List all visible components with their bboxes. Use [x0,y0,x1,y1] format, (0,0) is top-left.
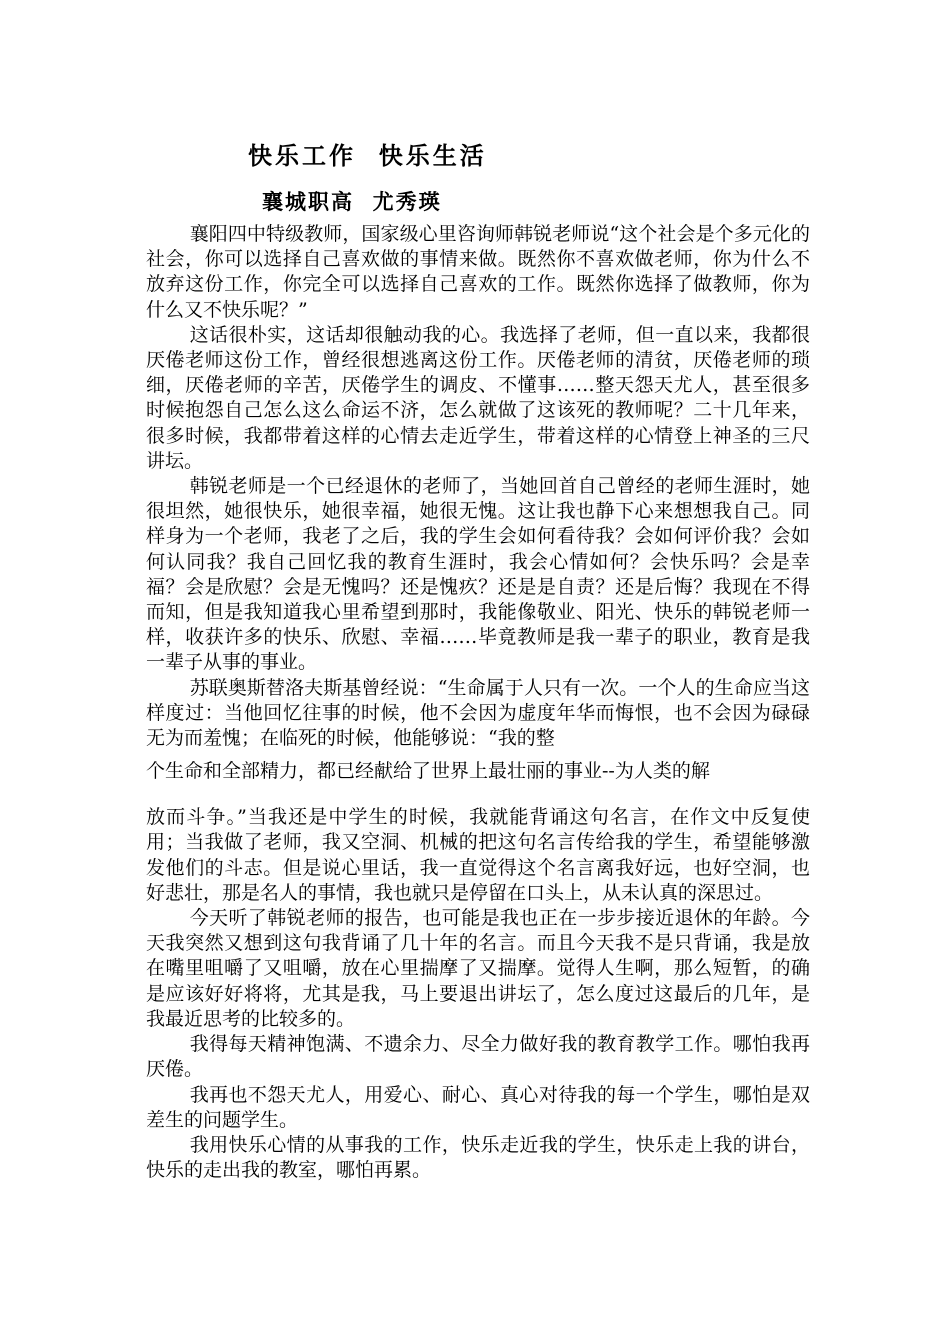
paragraph: 襄阳四中特级教师，国家级心里咨询师韩锐老师说“这个社会是个多元化的社会，你可以选择自己喜欢做的事情来做。既然你不喜欢做老师，你为什么不放弃这份工作，你完全可以选择自己喜欢的工作。既然你选择了做教师，你为什么又不快乐呢？” [146,223,810,321]
paragraph-continuation: 放而斗争。”当我还是中学生的时候，我就能背诵这句名言，在作文中反复使用；当我做了老师，我又空洞、机械的把这句名言传给我的学生，希望能够激发他们的斗志。但是说心里话，我一直觉得这个名言离我好远，也好空洞，也好悲壮，那是名人的事情，我也就只是停留在口头上，从未认真的深思过。 [146,806,810,904]
paragraph: 这话很朴实，这话却很触动我的心。我选择了老师，但一直以来，我都很厌倦老师这份工作，曾经很想逃离这份工作。厌倦老师的清贫，厌倦老师的琐细，厌倦老师的辛苦，厌倦学生的调皮、不懂事……整天怨天尤人，甚至很多时候抱怨自己怎么这么命运不济，怎么就做了这该死的教师呢？二十几年来，很多时候，我都带着这样的心情去走近学生，带着这样的心情登上神圣的三尺讲坛。 [146,323,810,472]
paragraph: 我再也不怨天尤人，用爱心、耐心、真心对待我的每一个学生，哪怕是双差生的问题学生。 [146,1083,810,1131]
document-body [146,222,810,1183]
author-line: 襄城职高 尤秀瑛 [262,189,442,214]
paragraph: 韩锐老师是一个已经退休的老师了，当她回首自己曾经的老师生涯时，她很坦然，她很快乐，她很幸福，她很无愧。这让我也静下心来想想我自己。同样身为一个老师，我老了之后，我的学生会如何看待我？会如何评价我？会如何认同我？我自己回忆我的教育生涯时，我会心情如何？会快乐吗？会是幸福？会是欣慰？会是无愧吗？还是愧疚？还是是自责？还是后悔？我现在不得而知，但是我知道我心里希望到那时，我能像敬业、阳光、快乐的韩锐老师一样，收获许多的快乐、欣慰、幸福……毕竟教师是我一辈子的职业，教育是我一辈子从事的事业。 [146,475,810,674]
document-title: 快乐工作 快乐生活 [248,141,487,170]
paragraph: 今天听了韩锐老师的报告，也可能是我也正在一步步接近退休的年龄。今天我突然又想到这句我背诵了几十年的名言。而且今天我不是只背诵，我是放在嘴里咀嚼了又咀嚼，放在心里揣摩了又揣摩。觉得人生啊，那么短暂，的确是应该好好将将，尤其是我，马上要退出讲坛了，怎么度过这最后的几年，是我最近思考的比较多的。 [146,907,810,1030]
paragraph: 苏联奥斯替洛夫斯基曾经说：“生命属于人只有一次。一个人的生命应当这样度过：当他回忆往事的时候，他不会因为虚度年华而悔恨，也不会因为碌碌无为而羞愧；在临死的时候，他能够说：“我的整 [146,676,810,750]
paragraph: 我用快乐心情的从事我的工作，快乐走近我的学生，快乐走上我的讲台，快乐的走出我的教室，哪怕再累。 [146,1133,810,1182]
paragraph-continuation: 个生命和全部精力，都已经献给了世界上最壮丽的事业--为人类的解 [146,760,710,783]
paragraph: 我得每天精神饱满、不遗余力、尽全力做好我的教育教学工作。哪怕我再厌倦。 [146,1033,810,1081]
